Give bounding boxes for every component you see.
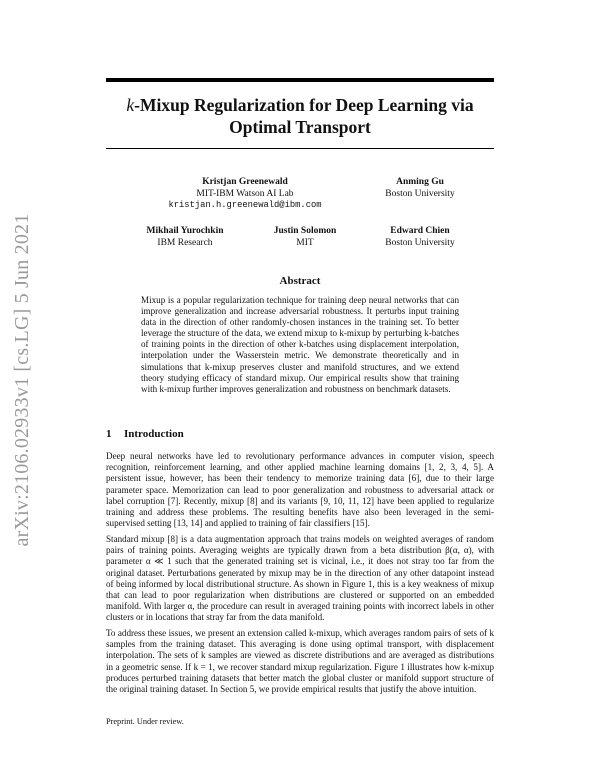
paper-title [106,94,494,138]
intro-paragraph-3: To address these issues, we present an extension called k-mixup, which averages random pairs of sets of k samples from the training dataset. This averaging is done using optimal transport, with displacement interpolation. The sets of k samples are viewed as discrete distributions and are averaged as distributions in a geometric sense. If k = 1, we recover standard mixup regularization. Figure 1 illustrates how k-mixup produces perturbed training datasets that better match the global cluster or manifold support structure of the original training dataset. In Section 5, we provide empirical results that justify the above intuition. [106,628,494,695]
title-rule-bottom [106,148,494,149]
author-block-chien [368,226,472,249]
author-affiliation: Boston University [385,237,455,248]
author-block-yurochkin [130,226,240,249]
author-affiliation: MIT-IBM Watson AI Lab [196,188,294,199]
intro-paragraph-1: Deep neural networks have led to revolutionary performance advances in computer vision, speech recognition, reinforcement learning, and other applied machine learning domains [1, 2, 3, 4, 5]. A persistent issue, however, has been their tendency to memorize training data [6], due to their large parameter space. Memorization can lead to poor generalization and robustness to adversarial attack or label corruption [7]. Recently, mixup [8] and its variants [9, 10, 11, 12] have been applied to regularize training and address these problems. The resulting benefits have also been leveraged in the semi-supervised setting [13, 14] and applied to training of fair classifiers [15]. [106,451,494,529]
arxiv-identifier: arXiv:2106.02933v1 [cs.LG] 5 Jun 2021 [11,213,33,547]
section-heading-introduction [106,428,184,440]
title-line-2: Optimal Transport [229,117,371,137]
preprint-footer: Preprint. Under review. [106,717,184,726]
author-name: Edward Chien [390,226,450,236]
title-k: k [126,95,135,115]
author-affiliation: MIT [296,237,314,248]
author-affiliation: Boston University [385,188,455,199]
section-number: 1 [106,428,112,440]
author-name: Anming Gu [396,177,444,187]
abstract-heading: Abstract [279,275,321,287]
author-name: Mikhail Yurochkin [146,226,224,236]
title-rule-top [106,78,494,82]
author-name: Justin Solomon [273,226,337,236]
author-block-gu [370,177,470,200]
abstract-text: Mixup is a popular regularization technique for training deep neural networks that can improve generalization and increase adversarial robustness. It perturbs input training data in the direction of other randomly-chosen instances in the training set. To better leverage the structure of the data, we extend mixup to k-mixup by perturbing k-batches of training points in the direction of other k-batches using displacement interpolation, interpolation under the Wasserstein metric. We demonstrate theoretically and in simulations that k-mixup preserves cluster and manifold structures, and we extend theory studying efficacy of standard mixup. Our empirical results show that training with k-mixup further improves generalization and robustness on benchmark datasets. [141,295,459,394]
author-block-greenewald [160,177,330,212]
author-email[interactable]: kristjan.h.greenewald@ibm.com [168,200,322,210]
title-line-1: -Mixup Regularization for Deep Learning via [134,95,474,115]
author-block-solomon [255,226,355,249]
author-name: Kristjan Greenewald [202,177,288,187]
author-affiliation: IBM Research [157,237,213,248]
section-title: Introduction [124,428,184,440]
intro-paragraph-2: Standard mixup [8] is a data augmentation approach that trains models on weighted averages of random pairs of training points. Averaging weights are typically drawn from a beta distribution β(α, α), with parameter α ≪ 1 such that the generated training set is vicinal, i.e., it does not stray too far from the original dataset. Perturbations generated by mixup may be in the direction of any other datapoint instead of being informed by local distributional structure. As shown in Figure 1, this is a key weakness of mixup that can lead to poor regularization when distributions are clustered or supported on an embedded manifold. With larger α, the procedure can result in averaged training points with incorrect labels in other clusters or in locations that stray far from the data manifold. [106,534,494,623]
